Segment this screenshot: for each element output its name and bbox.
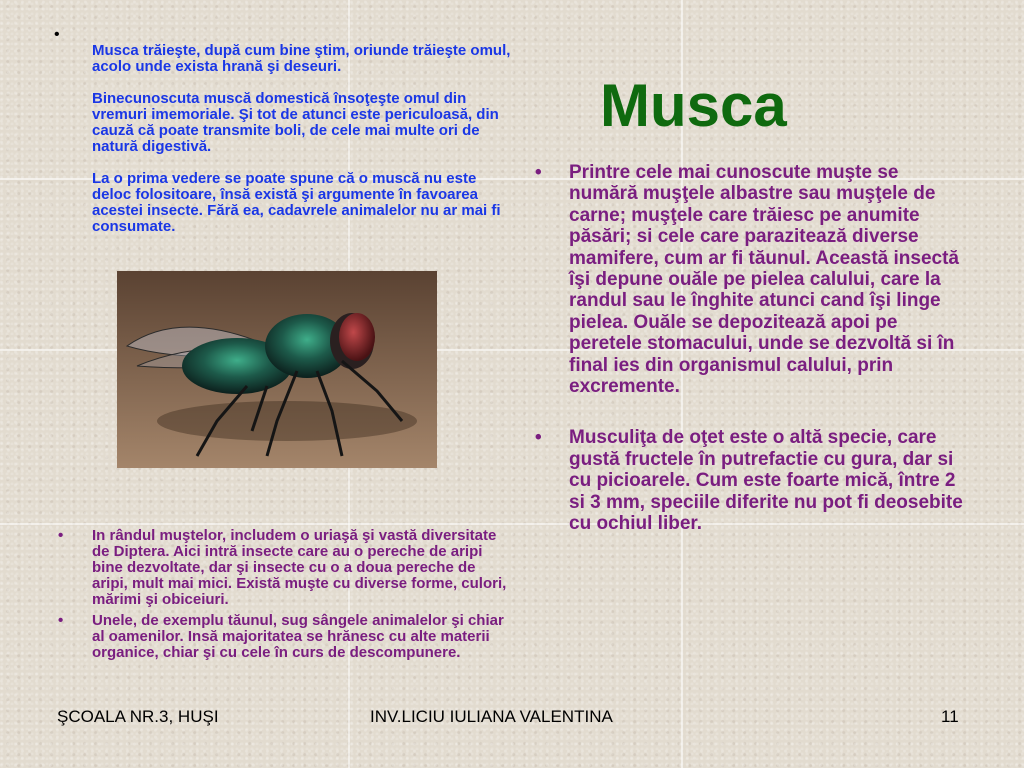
- right-bullet-text-1: Printre cele mai cunoscute muşte se numără muşţele albastre sau muşţele de carne; muşţele care trăiesc pe anumite păsări; si cele care parazitează diverse mamifere, cum ar fi tăunul. Această insectă îşi depune ouăle pe pielea calului, care la randul sau le înghite atunci cand îşi linge pielea. Ouăle se depozitează apoi pe peretele stomacului, unde se dezvoltă si în final ies din organismul calului, prin excremente.: [569, 162, 960, 398]
- bullet-mark: •: [58, 612, 64, 629]
- left-bullet-text-2: Unele, de exemplu tăunul, sug sângele animalelor şi chiar al oamenilor. Insă majoritatea se hrănesc cu alte materii organice, chiar şi cu cele în curs de descompunere.: [92, 612, 504, 661]
- list-item: [58, 527, 514, 608]
- fly-illustration-icon: [117, 271, 437, 468]
- left-bullet-text-1: In rândul muştelor, includem o uriaşă şi vastă diversitate de Diptera. Aici intră insecte care au o pereche de aripi bine dezvoltate, dar şi insecte cu o a doua pereche de aripi, mult mai mici. Există muşte cu diverse forme, culori, mărimi şi obiceiuri.: [92, 527, 507, 608]
- right-bullet-list: [535, 162, 969, 565]
- top-bullet: •: [54, 26, 60, 43]
- list-item: [535, 162, 969, 398]
- bullet-mark: •: [58, 527, 64, 544]
- footer-page-number: 11: [941, 707, 959, 726]
- left-bullet-list: [58, 527, 514, 666]
- slide-title: Musca: [600, 72, 787, 139]
- list-item: [58, 612, 514, 661]
- footer-school: ŞCOALA NR.3, HUŞI: [57, 707, 219, 726]
- right-bullet-text-2: Musculiţa de oţet este o altă specie, care gustă fructele în putrefactie cu gura, dar si cu picioarele. Cum este foarte mică, între 2 si 3 mm, speciile diferite nu pot fi deosebite cu ochiul liber.: [569, 427, 963, 535]
- intro-paragraph-1: Musca trăieşte, după cum bine ştim, oriunde trăieşte omul, acolo unde exista hrană şi deseuri.: [92, 42, 511, 75]
- intro-paragraph-3: La o prima vedere se poate spune că o muscă nu este deloc folositoare, însă există şi argumente în favoarea acestei insecte. Fără ea, cadavrele animalelor nu ar mai fi consumate.: [92, 170, 501, 235]
- fly-photo: [117, 271, 437, 468]
- intro-paragraph-2: Binecunoscuta muscă domestică însoţeşte omul din vremuri imemoriale. Şi tot de atunci este periculoasă, din cauză că poate transmite boli, de cele mai multe ori de natură digestivă.: [92, 90, 499, 155]
- intro-text-block: [92, 43, 512, 251]
- bullet-mark: •: [535, 427, 542, 449]
- bullet-mark: •: [535, 162, 542, 183]
- list-item: [535, 427, 969, 535]
- footer-author: INV.LICIU IULIANA VALENTINA: [370, 707, 613, 726]
